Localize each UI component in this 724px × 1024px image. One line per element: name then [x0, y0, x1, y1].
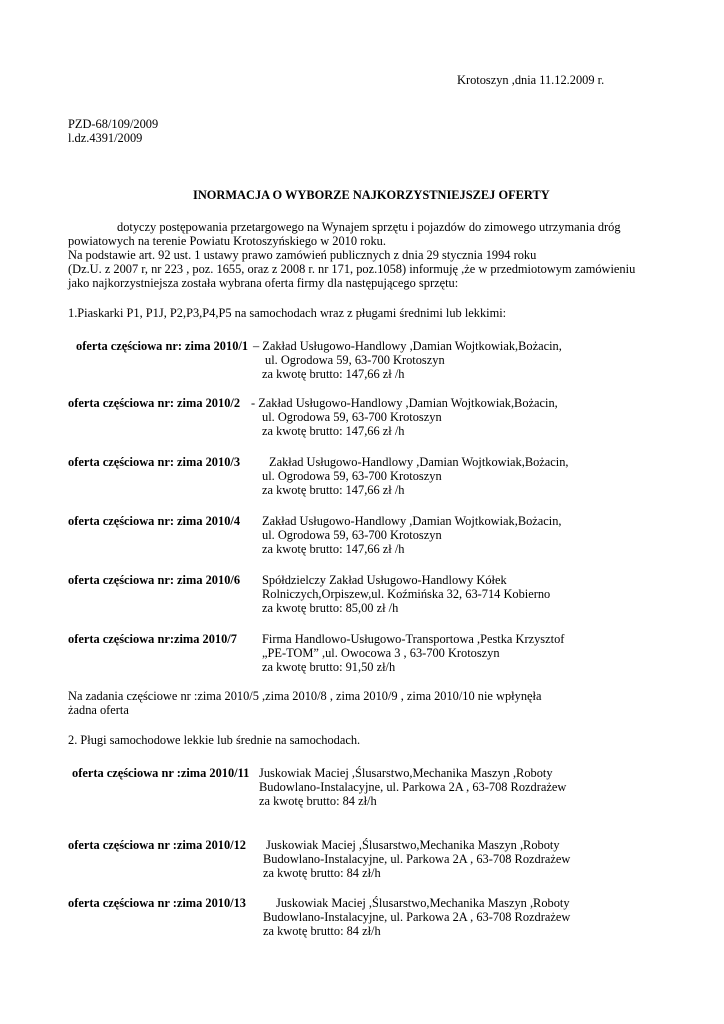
offer-company: Spółdzielczy Zakład Usługowo-Handlowy Kółek — [262, 573, 507, 587]
offer-address: Budowlano-Instalacyjne, ul. Parkowa 2A , 63-708 Rozdrażew — [259, 780, 567, 794]
intro-line: jako najkorzystniejsza została wybrana oferta firmy dla następującego sprzętu: — [68, 276, 459, 290]
offer-price: za kwotę brutto: 84 zł/h — [263, 924, 381, 938]
offer-price: za kwotę brutto: 147,66 zł /h — [262, 542, 405, 556]
offer-label: oferta częściowa nr: zima 2010/3 — [68, 455, 241, 469]
offer-company: Juskowiak Maciej ,Ślusarstwo,Mechanika Maszyn ,Roboty — [276, 896, 570, 910]
offer-address: Budowlano-Instalacyjne, ul. Parkowa 2A , 63-708 Rozdrażew — [263, 910, 571, 924]
offer-company: Firma Handlowo-Usługowo-Transportowa ,Pestka Krzysztof — [262, 632, 565, 646]
offer-label: oferta częściowa nr :zima 2010/11 — [72, 766, 250, 780]
reference-number: PZD-68/109/2009 — [68, 117, 159, 131]
register-number: l.dz.4391/2009 — [68, 131, 143, 145]
offer-address: „PE-TOM” ,ul. Owocowa 3 , 63-700 Krotoszyn — [262, 646, 500, 660]
offer-address: ul. Ogrodowa 59, 63-700 Krotoszyn — [265, 353, 445, 367]
offer-label: oferta częściowa nr :zima 2010/13 — [68, 896, 247, 910]
offer-address: Budowlano-Instalacyjne, ul. Parkowa 2A , 63-708 Rozdrażew — [263, 852, 571, 866]
document-title: INORMACJA O WYBORZE NAJKORZYSTNIEJSZEJ OFERTY — [193, 188, 550, 202]
section-heading: 2. Pługi samochodowe lekkie lub średnie na samochodach. — [68, 733, 361, 747]
offer-label: oferta częściowa nr: zima 2010/4 — [68, 514, 241, 528]
offer-company: – Zakład Usługowo-Handlowy ,Damian Wojtkowiak,Bożacin, — [253, 339, 562, 353]
offer-price: za kwotę brutto: 85,00 zł /h — [262, 601, 399, 615]
intro-line: dotyczy postępowania przetargowego na Wynajem sprzętu i pojazdów do zimowego utrzymania dróg — [117, 220, 621, 234]
place-date: Krotoszyn ,dnia 11.12.2009 r. — [457, 73, 605, 87]
offer-address: ul. Ogrodowa 59, 63-700 Krotoszyn — [262, 469, 442, 483]
offer-company: Juskowiak Maciej ,Ślusarstwo,Mechanika Maszyn ,Roboty — [266, 838, 560, 852]
offer-label: oferta częściowa nr: zima 2010/1 — [76, 339, 249, 353]
offer-label: oferta częściowa nr: zima 2010/2 — [68, 396, 241, 410]
offer-address: Rolniczych,Orpiszew,ul. Koźmińska 32, 63-714 Kobierno — [262, 587, 551, 601]
offer-address: ul. Ogrodowa 59, 63-700 Krotoszyn — [262, 410, 442, 424]
offer-price: za kwotę brutto: 147,66 zł /h — [262, 424, 405, 438]
offer-price: za kwotę brutto: 147,66 zł /h — [262, 367, 405, 381]
intro-line: (Dz.U. z 2007 r, nr 223 , poz. 1655, oraz z 2008 r. nr 171, poz.1058) informuję ,że w przedmiotowym zamówieniu — [68, 262, 636, 276]
section-heading: 1.Piaskarki P1, P1J, P2,P3,P4,P5 na samochodach wraz z pługami średnimi lub lekkimi: — [68, 306, 507, 320]
offer-company: Zakład Usługowo-Handlowy ,Damian Wojtkowiak,Bożacin, — [269, 455, 569, 469]
offer-label: oferta częściowa nr :zima 2010/12 — [68, 838, 247, 852]
offer-price: za kwotę brutto: 147,66 zł /h — [262, 483, 405, 497]
offer-price: za kwotę brutto: 84 zł/h — [259, 794, 377, 808]
offer-company: - Zakład Usługowo-Handlowy ,Damian Wojtkowiak,Bożacin, — [251, 396, 558, 410]
intro-line: powiatowych na terenie Powiatu Krotoszyńskiego w 2010 roku. — [68, 234, 386, 248]
no-offers-note: żadna oferta — [68, 703, 129, 717]
offer-price: za kwotę brutto: 91,50 zł/h — [262, 660, 396, 674]
offer-label: oferta częściowa nr:zima 2010/7 — [68, 632, 237, 646]
offer-company: Zakład Usługowo-Handlowy ,Damian Wojtkowiak,Bożacin, — [262, 514, 562, 528]
intro-line: Na podstawie art. 92 ust. 1 ustawy prawo zamówień publicznych z dnia 29 stycznia 1994 roku — [68, 248, 537, 262]
offer-company: Juskowiak Maciej ,Ślusarstwo,Mechanika Maszyn ,Roboty — [259, 766, 553, 780]
no-offers-note: Na zadania częściowe nr :zima 2010/5 ,zima 2010/8 , zima 2010/9 , zima 2010/10 nie wpłynęła — [68, 689, 542, 703]
offer-address: ul. Ogrodowa 59, 63-700 Krotoszyn — [262, 528, 442, 542]
offer-price: za kwotę brutto: 84 zł/h — [263, 866, 381, 880]
offer-label: oferta częściowa nr: zima 2010/6 — [68, 573, 241, 587]
